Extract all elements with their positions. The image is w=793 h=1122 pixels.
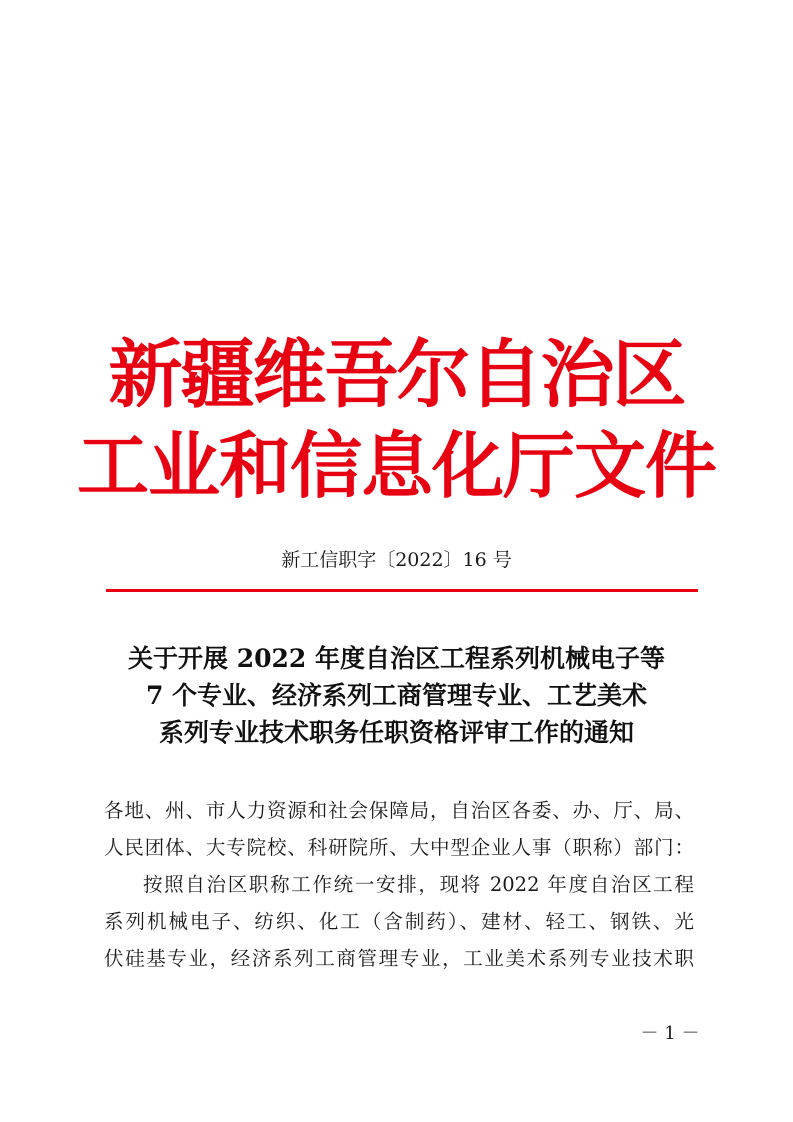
body-line-5: 伏硅基专业，经济系列工商管理专业，工业美术系列专业技术职 bbox=[104, 947, 694, 970]
body-line-1: 各地、州、市人力资源和社会保障局，自治区各委、办、厅、局、 bbox=[104, 799, 694, 822]
red-divider-line bbox=[106, 589, 698, 592]
page-number: － 1 － bbox=[640, 1023, 700, 1044]
title-line-1: 关于开展 2022 年度自治区工程系列机械电子等 bbox=[128, 644, 665, 673]
issuer-name-line-1: 新疆维吾尔自治区 bbox=[108, 332, 685, 418]
title-line-3: 系列专业技术职务任职资格评审工作的通知 bbox=[158, 718, 634, 747]
document-number: 新工信职字〔2022〕16 号 bbox=[281, 549, 512, 571]
document-title bbox=[80, 640, 713, 751]
body-line-2: 人民团体、大专院校、科研院所、大中型企业人事（职称）部门： bbox=[104, 836, 694, 859]
issuer-heading bbox=[0, 332, 793, 509]
body-line-4: 系列机械电子、纺织、化工（含制药）、建材、轻工、钢铁、光 bbox=[104, 910, 694, 933]
title-line-2: 7 个专业、经济系列工商管理专业、工艺美术 bbox=[145, 681, 648, 710]
document-body bbox=[104, 792, 694, 977]
body-line-3: 按照自治区职称工作统一安排，现将 2022 年度自治区工程 bbox=[143, 873, 694, 896]
issuer-name-line-2: 工业和信息化厅文件 bbox=[76, 423, 716, 508]
